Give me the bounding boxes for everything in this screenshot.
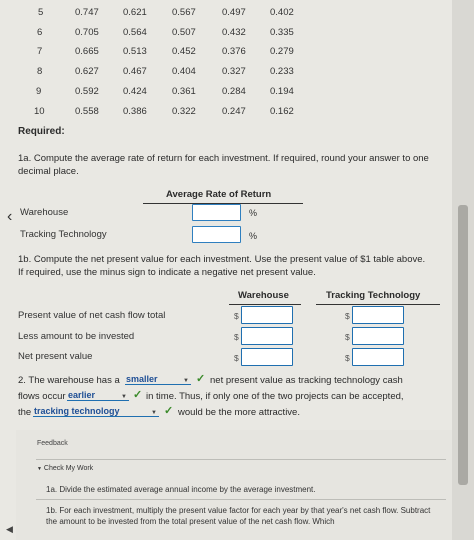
- tracking-technology-row-label: Tracking Technology: [20, 229, 107, 240]
- currency-symbol: $: [234, 332, 239, 342]
- table-cell: 0.452: [172, 46, 196, 57]
- warehouse-pv-total-input[interactable]: [241, 306, 293, 324]
- table-cell: 0.513: [123, 46, 147, 57]
- net-present-value-label: Net present value: [18, 351, 93, 362]
- table-cell: 0.432: [222, 27, 246, 38]
- table-cell: 0.327: [222, 66, 246, 77]
- q2-text-part6: would be the more attractive.: [178, 407, 300, 418]
- q2-project-dropdown[interactable]: [33, 406, 159, 417]
- q2-text-part5: the: [18, 407, 32, 418]
- q2-text-part3: flows occur: [18, 391, 66, 402]
- tracking-npv-input[interactable]: [352, 348, 404, 366]
- feedback-divider: [36, 459, 446, 460]
- currency-symbol: $: [345, 353, 350, 363]
- tracking-technology-rate-input[interactable]: [192, 226, 241, 243]
- check-icon: ✓: [133, 389, 143, 401]
- table-cell: 0.404: [172, 66, 196, 77]
- table-cell: 0.279: [270, 46, 294, 57]
- chevron-left-icon[interactable]: ‹: [7, 208, 13, 225]
- check-icon: ✓: [196, 373, 206, 385]
- warehouse-header-underline: [229, 304, 301, 305]
- warehouse-npv-input[interactable]: [241, 348, 293, 366]
- table-cell: 0.627: [75, 66, 99, 77]
- question-1b-prompt: 1b. Compute the net present value for each investment. Use the present value of $1 table above. If required, use the minus sign to indicate a negative net present value.: [18, 254, 426, 278]
- amount-invested-label: Less amount to be invested: [18, 331, 135, 342]
- table-row-year: 9: [36, 86, 42, 97]
- warehouse-column-header: Warehouse: [238, 290, 289, 301]
- table-cell: 0.233: [270, 66, 294, 77]
- table-row-year: 7: [37, 46, 43, 57]
- triangle-down-icon: ▼: [37, 466, 42, 472]
- table-cell: 0.467: [123, 66, 147, 77]
- dropdown-value: smaller: [126, 374, 158, 384]
- tracking-pv-total-input[interactable]: [352, 306, 404, 324]
- tracking-technology-percent-sign: %: [249, 231, 258, 241]
- table-cell: 0.162: [270, 106, 294, 117]
- table-cell: 0.705: [75, 27, 99, 38]
- table-cell: 0.402: [270, 7, 294, 18]
- check-my-work-toggle[interactable]: [37, 465, 93, 472]
- tracking-technology-column-header: Tracking Technology: [326, 290, 421, 301]
- feedback-item-1a: 1a. Divide the estimated average annual income by the average investment.: [46, 485, 316, 494]
- tracking-amount-invested-input[interactable]: [352, 327, 404, 345]
- q2-comparison-dropdown[interactable]: [125, 374, 191, 385]
- feedback-title: Feedback: [37, 440, 68, 447]
- feedback-item-1b: 1b. For each investment, multiply the present value factor for each year by that year's net cash flow. Subtract the amount to be invested from the total present value of the net cash flow. Which: [46, 506, 431, 526]
- dropdown-value: earlier: [68, 390, 96, 400]
- table-cell: 0.361: [172, 86, 196, 97]
- chevron-down-icon: ▼: [183, 378, 189, 384]
- table-row-year: 5: [38, 7, 44, 18]
- question-1a-prompt: 1a. Compute the average rate of return for each investment. If required, round your answer to one decimal place.: [18, 153, 429, 177]
- table-cell: 0.322: [172, 106, 196, 117]
- table-row-year: 6: [37, 27, 43, 38]
- warehouse-amount-invested-input[interactable]: [241, 327, 293, 345]
- table-cell: 0.424: [123, 86, 147, 97]
- required-label: Required:: [18, 126, 65, 137]
- q2-text-part4: in time. Thus, if only one of the two projects can be accepted,: [146, 391, 404, 402]
- check-my-work-label: Check My Work: [43, 465, 94, 472]
- scroll-left-arrow-icon[interactable]: ◀: [6, 524, 13, 534]
- dropdown-value: tracking technology: [34, 406, 120, 416]
- warehouse-percent-sign: %: [249, 208, 258, 218]
- table-cell: 0.386: [123, 106, 147, 117]
- table-cell: 0.376: [222, 46, 246, 57]
- q2-timing-dropdown[interactable]: [67, 390, 129, 401]
- currency-symbol: $: [234, 353, 239, 363]
- q2-text-part2: net present value as tracking technology cash: [210, 375, 403, 386]
- table-cell: 0.507: [172, 27, 196, 38]
- table-cell: 0.564: [123, 27, 147, 38]
- feedback-divider: [36, 499, 446, 500]
- table-cell: 0.592: [75, 86, 99, 97]
- average-rate-of-return-header: Average Rate of Return: [166, 189, 272, 200]
- table-cell: 0.497: [222, 7, 246, 18]
- scrollbar-thumb[interactable]: [458, 205, 468, 485]
- chevron-down-icon: ▼: [151, 410, 157, 416]
- currency-symbol: $: [345, 332, 350, 342]
- table-cell: 0.747: [75, 7, 99, 18]
- table-cell: 0.558: [75, 106, 99, 117]
- table-cell: 0.567: [172, 7, 196, 18]
- check-icon: ✓: [164, 405, 174, 417]
- currency-symbol: $: [345, 311, 350, 321]
- table-cell: 0.335: [270, 27, 294, 38]
- table-row-year: 8: [37, 66, 43, 77]
- chevron-down-icon: ▼: [121, 394, 127, 400]
- warehouse-rate-input[interactable]: [192, 204, 241, 221]
- table-cell: 0.194: [270, 86, 294, 97]
- table-cell: 0.247: [222, 106, 246, 117]
- tracking-header-underline: [316, 304, 440, 305]
- pv-net-cash-flow-label: Present value of net cash flow total: [18, 310, 166, 321]
- table-cell: 0.284: [222, 86, 246, 97]
- table-cell: 0.665: [75, 46, 99, 57]
- currency-symbol: $: [234, 311, 239, 321]
- warehouse-row-label: Warehouse: [20, 207, 69, 218]
- table-row-year: 10: [34, 106, 45, 117]
- q2-text-part1: 2. The warehouse has a: [18, 375, 120, 386]
- table-cell: 0.621: [123, 7, 147, 18]
